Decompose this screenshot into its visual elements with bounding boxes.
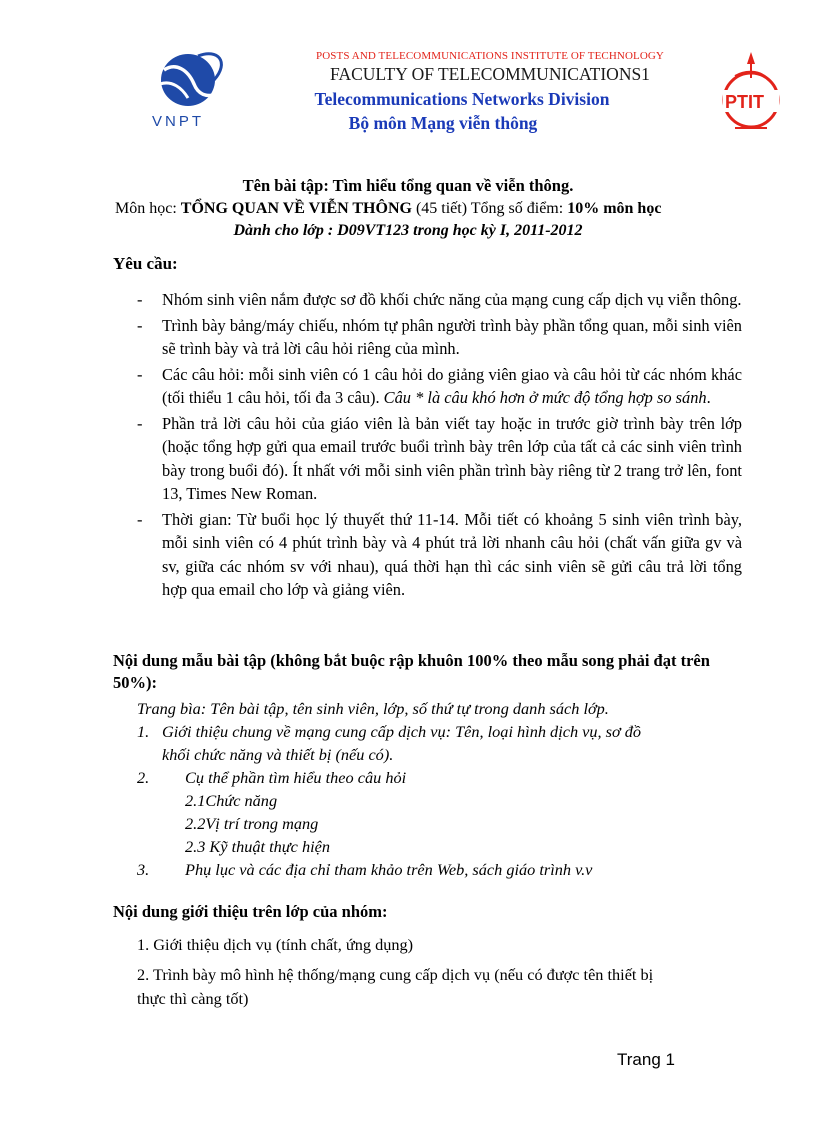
sample-item-2-num: 2. xyxy=(137,768,150,787)
requirements-heading: Yêu cầu: xyxy=(113,254,178,273)
sample-item-3: Phụ lục và các địa chỉ tham khảo trên Web, sách giáo trình v.v xyxy=(185,860,593,879)
intro-item-1: 1. Giới thiệu dịch vụ (tính chất, ứng dụng) xyxy=(137,935,414,954)
class-line: Dành cho lớp : D09VT123 trong học kỳ I, 2011-2012 xyxy=(233,222,583,239)
dash-bullet: - xyxy=(137,315,143,335)
list-item-text: Các câu hỏi: mỗi sinh viên có 1 câu hỏi do giảng viên giao và câu hỏi từ các nhóm khác (tối thiểu 1 câu hỏi, tối đa 3 câu). xyxy=(162,364,742,407)
sample-item-3-num: 3. xyxy=(137,860,150,879)
subject-line xyxy=(115,200,661,218)
subject-hours: (45 tiết) Tổng số điểm: xyxy=(411,200,568,217)
sample-sub-1: 2.1Chức năng xyxy=(185,791,278,810)
sample-item-1-line2: khối chức năng và thiết bị (nếu có). xyxy=(162,745,394,764)
sample-item-1-num: 1. xyxy=(137,722,150,741)
intro-heading: Nội dung giới thiệu trên lớp của nhóm: xyxy=(113,902,388,921)
division-name: Telecommunications Networks Division xyxy=(314,89,610,109)
intro-item-2-line1: 2. Trình bày mô hình hệ thống/mạng cung cấp dịch vụ (nếu có được tên thiết bị xyxy=(137,965,654,984)
dash-bullet: - xyxy=(137,509,143,529)
intro-item-2-line2: thực thì càng tốt) xyxy=(137,989,249,1008)
sample-heading: Nội dung mẫu bài tập (không bắt buộc rập khuôn 100% theo mẫu song phải đạt trên 50%): xyxy=(113,651,710,692)
page-number: Trang 1 xyxy=(617,1050,675,1069)
sample-sub-2: 2.2Vị trí trong mạng xyxy=(185,814,319,833)
requirements-list xyxy=(137,288,742,604)
sample-item-1-line1: Giới thiệu chung về mạng cung cấp dịch vụ: Tên, loại hình dịch vụ, sơ đồ xyxy=(162,722,642,741)
assignment-title: Tên bài tập: Tìm hiểu tổng quan về viễn thông. xyxy=(242,176,574,195)
faculty-name: FACULTY OF TELECOMMUNICATIONS1 xyxy=(330,64,650,84)
list-item xyxy=(137,314,742,361)
list-item-text: Trình bày bảng/máy chiếu, nhóm tự phân người trình bày phần tổng quan, mỗi sinh viên sẽ trình bày và trả lời câu hỏi riêng của mình. xyxy=(162,315,742,358)
svg-text:VNPT: VNPT xyxy=(152,113,205,130)
list-item-text: Thời gian: Từ buổi học lý thuyết thứ 11-14. Mỗi tiết có khoảng 5 sinh viên trình bày, mỗi sinh viên có 4 phút trình bày và 4 phút trả lời nhanh câu hỏi (chất vấn giữa gv và sv, giữa các nhóm sv với nhau), quá thời hạn thì các sinh viên sẽ gửi câu trả lời tổng hợp qua email cho lớp và giảng viên. xyxy=(162,509,742,599)
list-item-italic: Câu * là câu khó hơn ở mức độ tổng hợp so sánh xyxy=(383,388,707,407)
institute-name: POSTS AND TELECOMMUNICATIONS INSTITUTE OF TECHNOLOGY xyxy=(316,50,664,62)
department-name: Bộ môn Mạng viễn thông xyxy=(348,113,538,133)
list-item xyxy=(137,288,742,312)
dash-bullet: - xyxy=(137,290,143,309)
list-item-tail: . xyxy=(706,388,711,407)
dash-bullet: - xyxy=(137,413,143,433)
svg-text:PTIT: PTIT xyxy=(725,92,764,112)
subject-prefix: Môn học: xyxy=(115,200,181,217)
list-item-text: Nhóm sinh viên nắm được sơ đồ khối chức năng của mạng cung cấp dịch vụ viễn thông. xyxy=(162,290,742,309)
sample-cover: Trang bìa: Tên bài tập, tên sinh viên, lớp, số thứ tự trong danh sách lớp. xyxy=(137,699,609,718)
list-item xyxy=(137,508,742,602)
list-item-text: Phần trả lời câu hỏi của giáo viên là bản viết tay hoặc in trước giờ trình bày trên lớp (hoặc tổng hợp gửi qua email trước buổi trình bày trên lớp của tất cả các sinh viên trình bày trong buổi đó). Ít nhất với mỗi sinh viên phần trình bày riêng từ 2 trang trở lên, font 13, Times New Roman. xyxy=(162,413,742,503)
sample-sub-3: 2.3 Kỹ thuật thực hiện xyxy=(185,837,330,856)
subject-name: TỔNG QUAN VỀ VIỄN THÔNG xyxy=(180,200,412,217)
subject-score: 10% môn học xyxy=(567,200,662,217)
list-item xyxy=(137,363,742,410)
sample-item-2: Cụ thể phần tìm hiểu theo câu hỏi xyxy=(185,768,407,787)
list-item xyxy=(137,412,742,506)
dash-bullet: - xyxy=(137,364,143,384)
ptit-logo xyxy=(715,48,787,138)
